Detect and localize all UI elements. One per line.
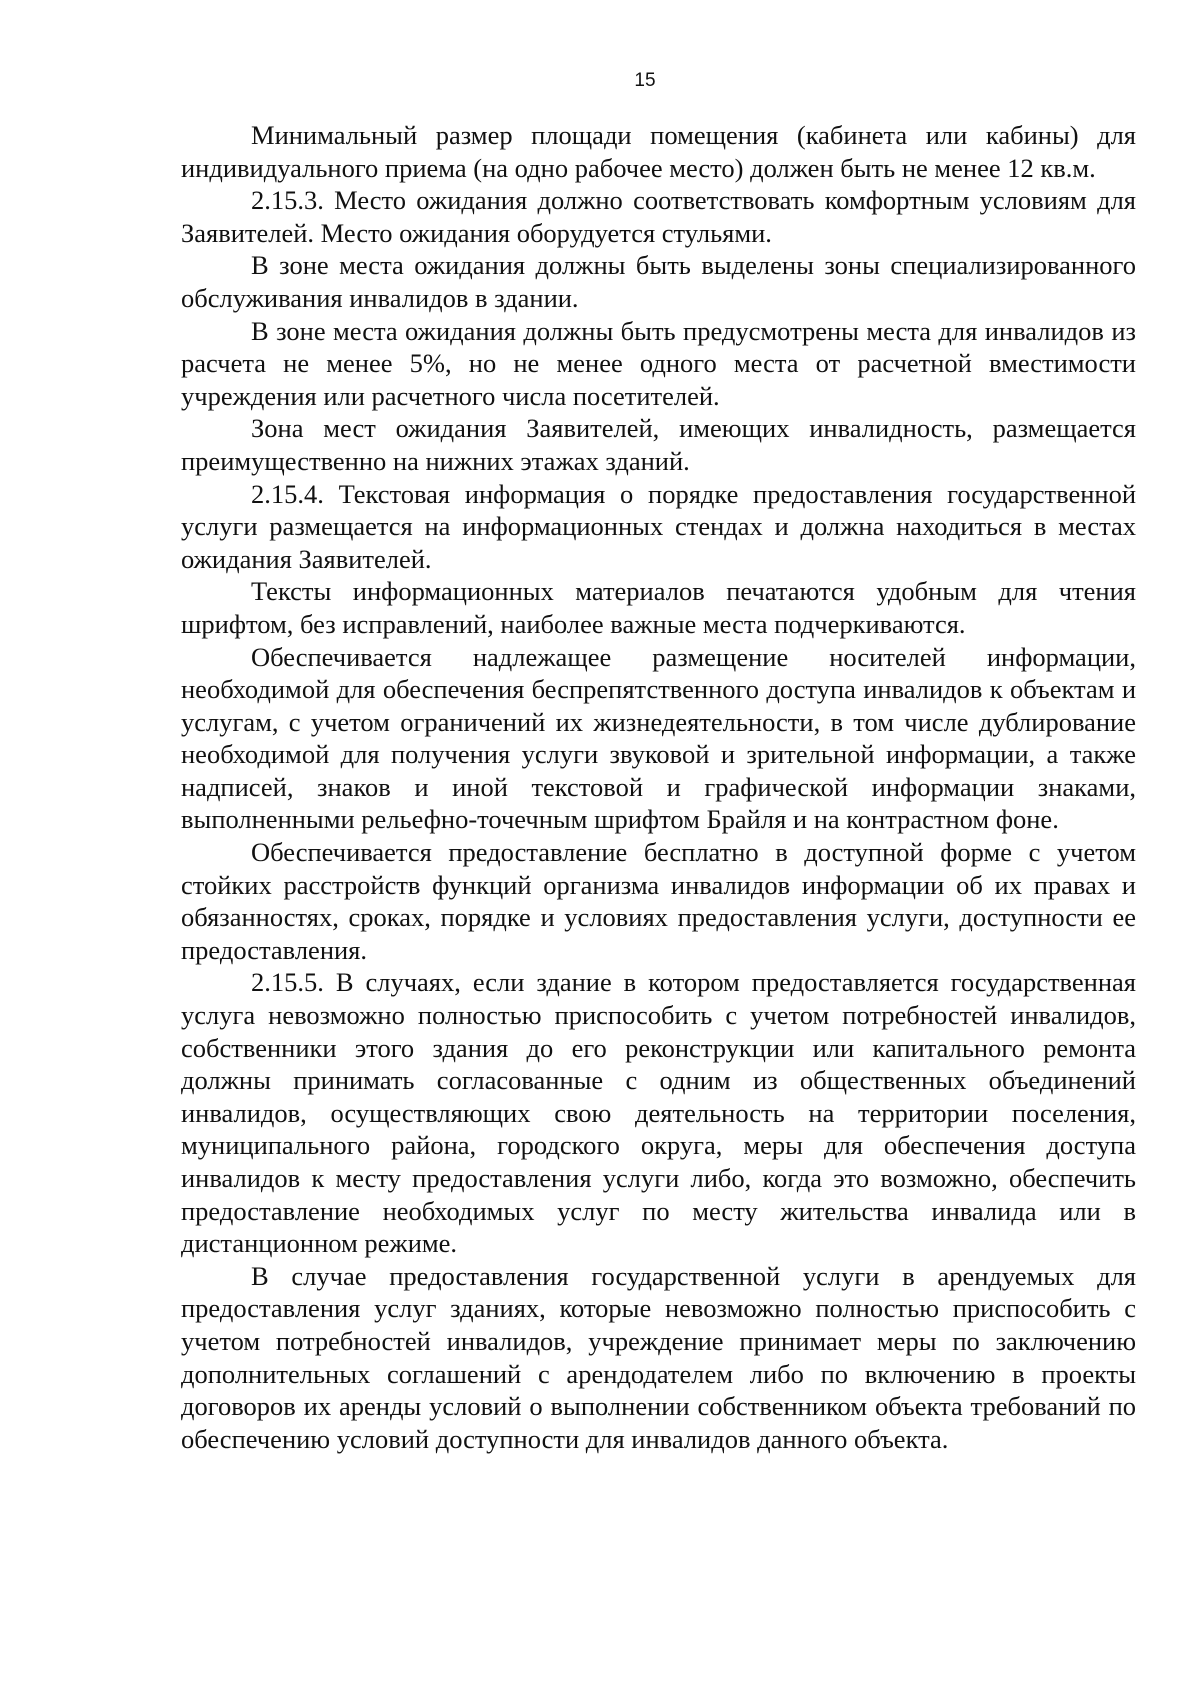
paragraph-2-15-4-text-information: 2.15.4. Текстовая информация о порядке предоставления государственной услуги размещается на информационных стендах и должна находиться в местах ожидания Заявителей. <box>181 478 1136 574</box>
paragraph-ground-floor-zone: Зона мест ожидания Заявителей, имеющих инвалидность, размещается преимущественно на нижних этажах зданий. <box>181 413 1136 476</box>
paragraph-free-accessible-information: Обеспечивается предоставление бесплатно в доступной форме с учетом стойких расстройств функций организма инвалидов информации об их правах и обязанностях, сроках, порядке и условиях предоставления услуги, доступности ее предоставления. <box>181 837 1136 965</box>
page-number: 15 <box>634 70 656 91</box>
paragraph-2-15-5-building-adaptation: 2.15.5. В случаях, если здание в котором предоставляется государственная услуга невозможно полностью приспособить с учетом потребностей инвалидов, собственники этого здания до его реконструкции или капитального ремонта должны принимать согласованные с одним из общественных объединений инвалидов, осуществляющих свою деятельность на территории поселения, муниципального района, городского округа, меры для обеспечения доступа инвалидов к месту предоставления услуги либо, когда это возможно, обеспечить предоставление необходимых услуг по месту жительства инвалида или в дистанционном режиме. <box>181 967 1136 1259</box>
paragraph-2-15-3-waiting-area: 2.15.3. Место ожидания должно соответствовать комфортным условиям для Заявителей. Место ожидания оборудуется стульями. <box>181 185 1136 248</box>
paragraph-readable-font: Тексты информационных материалов печатаются удобным для чтения шрифтом, без исправлений, наиболее важные места подчеркиваются. <box>181 576 1136 639</box>
paragraph-specialized-service-zones: В зоне места ожидания должны быть выделены зоны специализированного обслуживания инвалидов в здании. <box>181 250 1136 313</box>
paragraph-information-carriers: Обеспечивается надлежащее размещение носителей информации, необходимой для обеспечения беспрепятственного доступа инвалидов к объектам и услугам, с учетом ограничений их жизнедеятельности, в том числе дублирование необходимой для получения услуги звуковой и зрительной информации, а также надписей, знаков и иной текстовой и графической информации знаками, выполненными рельефно-точечным шрифтом Брайля и на контрастном фоне. <box>181 641 1136 835</box>
paragraph-rented-buildings: В случае предоставления государственной услуги в арендуемых для предоставления услуг зданиях, которые невозможно полностью приспособить с учетом потребностей инвалидов, учреждение принимает меры по заключению дополнительных соглашений с арендодателем либо по включению в проекты договоров их аренды условий о выполнении собственником объекта требований по обеспечению условий доступности для инвалидов данного объекта. <box>181 1260 1136 1454</box>
document-body <box>181 119 1136 1455</box>
paragraph-disabled-seating-quota: В зоне места ожидания должны быть предусмотрены места для инвалидов из расчета не менее 5%, но не менее одного места от расчетной вместимости учреждения или расчетного числа посетителей. <box>181 315 1136 411</box>
paragraph-min-room-area: Минимальный размер площади помещения (кабинета или кабины) для индивидуального приема (на одно рабочее место) должен быть не менее 12 кв.м. <box>181 120 1136 183</box>
